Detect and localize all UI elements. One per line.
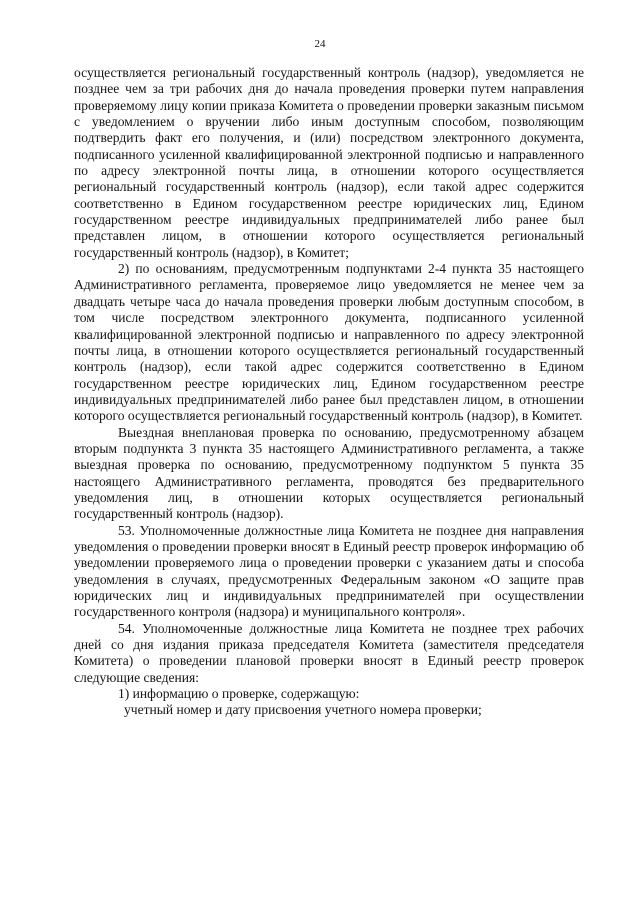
paragraph-53: 53. Уполномоченные должностные лица Комитета не позднее дня направления уведомления о проведении проверки вносят в Единый реестр проверок информацию об уведомлении проверяемого лица о проведении проверки с указанием даты и способа уведомления в случаях, предусмотренных Федеральным законом «О защите прав юридических лиц и индивидуальных предпринимателей при осуществлении государственного контроля (надзора) и муниципального контроля». — [74, 522, 584, 620]
paragraph-54-item-1: 1) информацию о проверке, содержащую: — [118, 686, 360, 702]
document-body — [74, 65, 584, 719]
paragraph-notification-item-2: 2) по основаниям, предусмотренным подпунктами 2-4 пункта 35 настоящего Административного регламента, проверяемое лицо уведомляется не менее чем за двадцать четыре часа до начала проведения проверки любым доступным способом, в том числе посредством электронного документа, подписанного усиленной квалифицированной электронной подписью и направленного по адресу электронной почты лица, в отношении которого осуществляется региональный государственный контроль (надзор), если такой адрес содержится соответственно в Едином государственном реестре юридических лиц, Едином государственном реестре индивидуальных предпринимателей либо ранее был представлен лицом, в отношении которого осуществляется региональный государственный контроль (надзор), в Комитет. — [74, 261, 584, 424]
paragraph-54: 54. Уполномоченные должностные лица Комитета не позднее трех рабочих дней со дня издания приказа председателя Комитета (заместителя председателя Комитета) о проведении плановой проверки вносят в Единый реестр проверок следующие сведения: — [74, 620, 584, 685]
paragraph-54-item-1-detail: учетный номер и дату присвоения учетного номера проверки; — [124, 702, 482, 718]
paragraph-unscheduled-inspection: Выездная внеплановая проверка по основанию, предусмотренному абзацем вторым подпункта 3 пункта 35 настоящего Административного регламента, а также выездная проверка по основанию, предусмотренному подпунктом 5 пункта 35 настоящего Административного регламента, проводятся без предварительного уведомления лиц, в отношении которых осуществляется региональный государственный контроль (надзор). — [74, 424, 584, 522]
paragraph-notification-continuation: осуществляется региональный государственный контроль (надзор), уведомляется не позднее чем за три рабочих дня до начала проведения проверки путем направления проверяемому лицу копии приказа Комитета о проведении проверки заказным письмом с уведомлением о вручении либо иным доступным способом, позволяющим подтвердить факт его получения, и (или) посредством электронного документа, подписанного усиленной квалифицированной электронной подписью и направленного по адресу электронной почты лица, в отношении которого осуществляется региональный государственный контроль (надзор), если такой адрес содержится соответственно в Едином государственном реестре юридических лиц, Едином государственном реестре индивидуальных предпринимателей либо ранее был представлен лицом, в отношении которого осуществляется региональный государственный контроль (надзор), в Комитет; — [74, 65, 584, 260]
page-number: 24 — [314, 38, 326, 50]
